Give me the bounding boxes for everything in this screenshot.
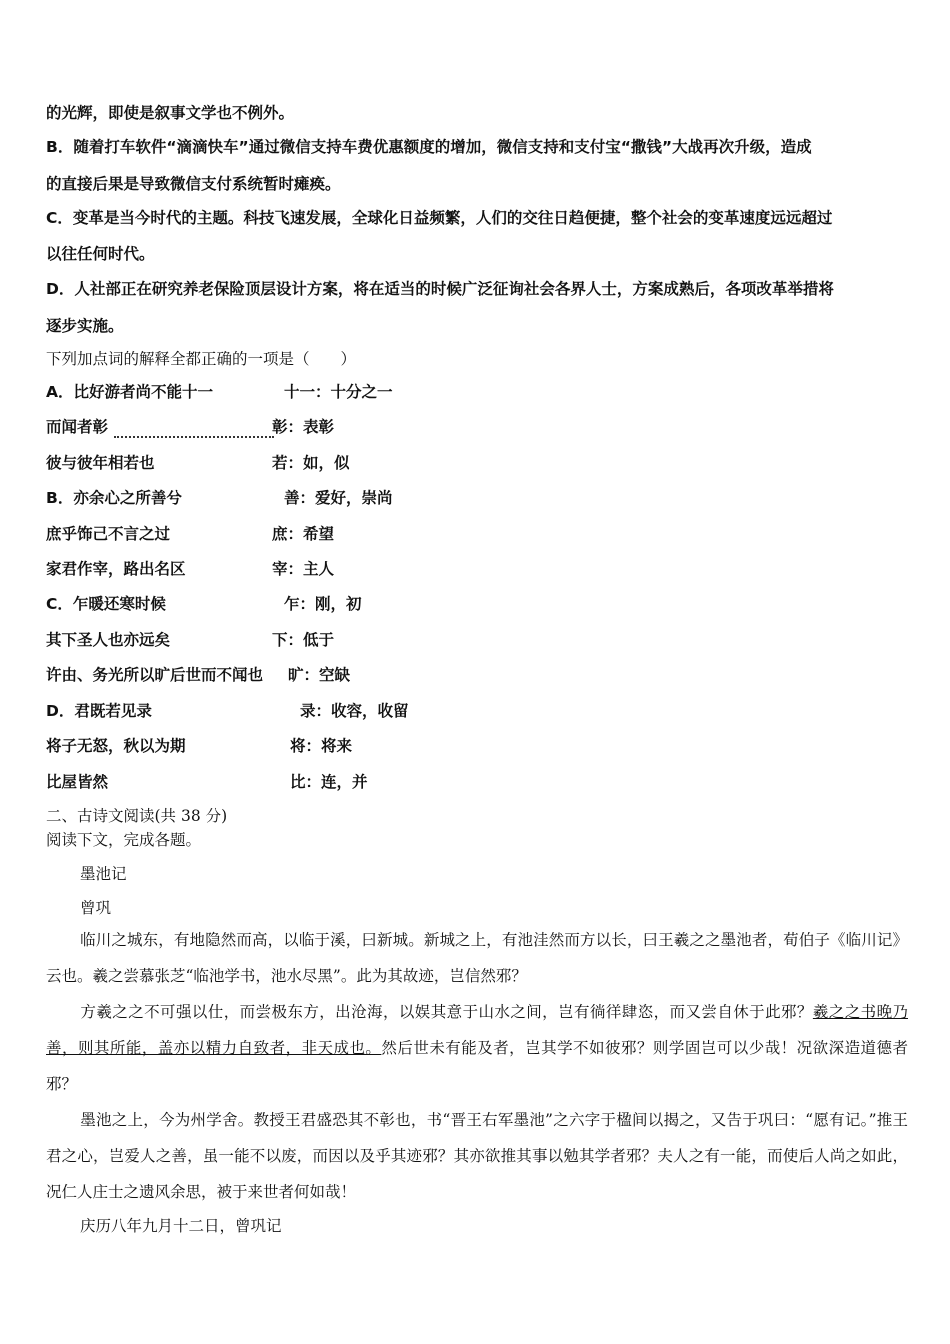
- pair-right: 宰：主人: [272, 560, 335, 578]
- pair-left: 许由、务光所以旷后世而不闻也: [46, 666, 264, 684]
- pair-left: 其下圣人也亦远矣: [46, 631, 171, 649]
- pair-left: 彼与彼年相若也: [46, 454, 155, 472]
- paragraph-text: 临川之城东，有地隐然而高，以临于溪，曰新城。新城之上，有池洼然而方以长，曰王羲之之墨池者，荀伯子《临川记》云也。羲之尝慕张芝“临池学书，池水尽黑”。此为其故迹，岂信然邪？: [46, 931, 908, 985]
- section-instruction: 阅读下文，完成各题。: [46, 831, 202, 849]
- essay-author: 曾巩: [80, 899, 112, 917]
- pair-left: B．亦余心之所善兮: [46, 489, 182, 507]
- pair-left: 将子无怒，秋以为期: [46, 737, 186, 755]
- pair-right: 将：将来: [290, 737, 353, 755]
- essay-paragraph-3: [46, 1102, 908, 1210]
- essay-closing: 庆历八年九月十二日，曾巩记: [80, 1217, 282, 1235]
- pair-right: 录：收容，收留: [300, 702, 409, 720]
- paragraph-text: 然后世未有能及者，岂其学不如彼邪？则学固岂可以少哉！况欲深造道德者邪？: [46, 1039, 908, 1093]
- emphasis-dots: [114, 424, 274, 438]
- pair-left: 而闻者彰: [46, 418, 109, 436]
- pair-right: 十一：十分之一: [284, 383, 393, 401]
- pair-left: 庶乎饰己不言之过: [46, 525, 171, 543]
- essay-paragraph-2: [46, 994, 908, 1102]
- option-b-line-2: 的直接后果是导致微信支付系统暂时瘫痪。: [46, 175, 341, 193]
- option-b-line-1: B．随着打车软件“滴滴快车”通过微信支持车费优惠额度的增加，微信支持和支付宝“撒钱”大战再次升级，造成: [46, 138, 812, 156]
- pair-right: 下：低于: [272, 631, 335, 649]
- pair-left: 比屋皆然: [46, 773, 109, 791]
- essay-paragraph-1: [46, 922, 908, 994]
- pair-left: A．比好游者尚不能十一: [46, 383, 213, 401]
- underlined-sentence: 羲之之书晚乃善，则其所能，盖亦以精力自致者，非天成也。: [46, 1003, 908, 1057]
- pair-left: D．君既若见录: [46, 702, 152, 720]
- question-stem: 下列加点词的解释全都正确的一项是（ ）: [46, 350, 357, 368]
- paragraph-text: 墨池之上，今为州学舍。教授王君盛恐其不彰也，书“晋王右军墨池”之六字于楹间以揭之，又告于巩曰：“愿有记。”推王君之心，岂爱人之善，虽一能不以废，而因以及乎其迹邪？其亦欲推其事以勉其学者邪？夫人之有一能，而使后人尚之如此，况仁人庄士之遗风余思，被于来世者何如哉！: [46, 1111, 908, 1201]
- pair-right: 若：如，似: [272, 454, 350, 472]
- option-c-line-2: 以往任何时代。: [46, 245, 155, 263]
- text-line: 的光辉，即使是叙事文学也不例外。: [46, 104, 295, 122]
- paragraph-text: 方羲之之不可强以仕，而尝极东方，出沧海，以娱其意于山水之间，岂有徜徉肆恣，而又尝自休于此邪？: [80, 1003, 813, 1021]
- pair-right: 彰：表彰: [272, 418, 335, 436]
- pair-right: 善：爱好，崇尚: [284, 489, 393, 507]
- pair-right: 乍：刚，初: [284, 595, 362, 613]
- option-d-line-2: 逐步实施。: [46, 317, 124, 335]
- pair-left: C．乍暖还寒时候: [46, 595, 166, 613]
- option-c-line-1: C．变革是当今时代的主题。科技飞速发展，全球化日益频繁，人们的交往日趋便捷，整个社会的变革速度远远超过: [46, 209, 833, 227]
- pair-left: 家君作宰，路出名区: [46, 560, 186, 578]
- pair-right: 比：连，并: [290, 773, 368, 791]
- pair-right: 庶：希望: [272, 525, 335, 543]
- option-d-line-1: D．人社部正在研究养老保险顶层设计方案，将在适当的时候广泛征询社会各界人士，方案成熟后，各项改革举措将: [46, 280, 834, 298]
- pair-right: 旷：空缺: [288, 666, 351, 684]
- section-heading: 二、古诗文阅读(共 38 分): [46, 807, 228, 825]
- essay-title: 墨池记: [80, 865, 127, 883]
